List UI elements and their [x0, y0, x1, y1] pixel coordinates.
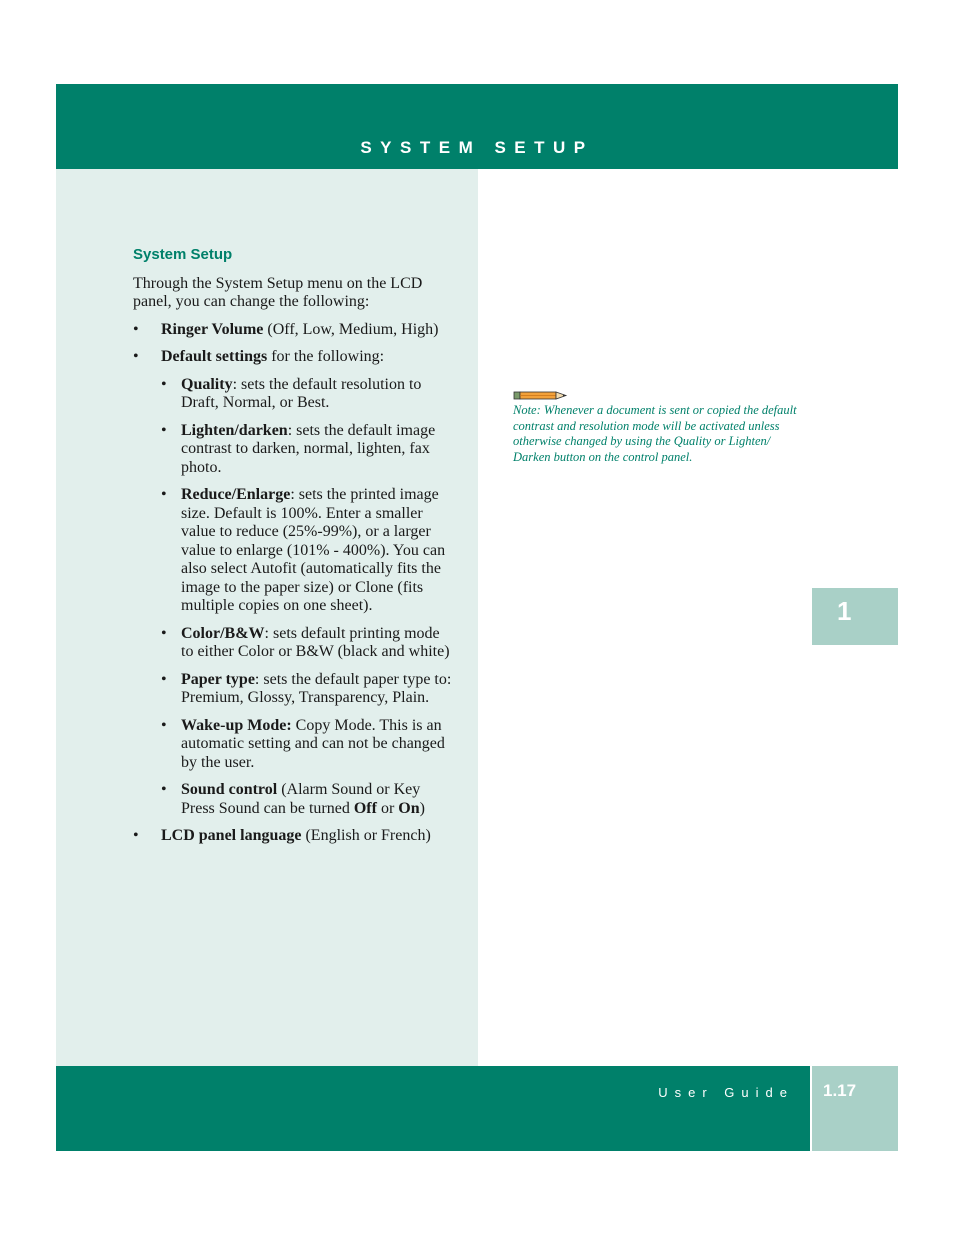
- item-text: : sets the printed image size. Default is 100%. Enter a smaller value to reduce (25%-99%), or a larger value to enlarge (101% - 400%). You can also select Autofit (automatically fits the image to the paper size) or Clone (fits multiple copies on one sheet).: [181, 486, 446, 614]
- pencil-icon: [513, 388, 569, 402]
- item-text: : sets the default image contrast to darken, normal, lighten, fax photo.: [181, 421, 436, 476]
- chapter-tab: [812, 588, 898, 645]
- off-value: Off: [353, 799, 377, 817]
- item-term: Quality: [181, 375, 233, 393]
- sub-item-wake-up-mode: [133, 717, 453, 773]
- item-term: Wake-up Mode:: [181, 716, 292, 734]
- item-text: : sets the default resolution to Draft, Normal, or Best.: [181, 375, 422, 411]
- item-term: Lighten/darken: [181, 421, 288, 439]
- item-text: : sets default printing mode to either Color or B&W (black and white): [181, 624, 450, 660]
- on-value: On: [398, 799, 420, 817]
- sub-item-paper-type: [133, 671, 453, 708]
- sub-item-sound-control: [133, 781, 453, 818]
- item-term: Color/B&W: [181, 624, 265, 642]
- footer-band: [56, 1066, 810, 1151]
- footer-label: User Guide: [658, 1085, 794, 1100]
- item-term: Sound control: [181, 781, 278, 798]
- list-item-default-settings: [133, 348, 453, 367]
- item-text: or: [376, 799, 399, 817]
- item-term: LCD panel language: [161, 827, 302, 844]
- item-term: Reduce/Enlarge: [181, 486, 291, 503]
- item-term: Default settings: [161, 348, 268, 365]
- sub-item-quality: [133, 376, 453, 413]
- page-title: SYSTEM SETUP: [360, 138, 594, 157]
- item-term: Ringer Volume: [161, 320, 264, 338]
- item-text: : sets the default paper type to: Premium, Glossy, Transparency, Plain.: [181, 670, 452, 706]
- sub-item-reduce-enlarge: [133, 486, 453, 616]
- item-text: (Alarm Sound or Key Press Sound can be turned: [181, 781, 421, 817]
- sub-item-lighten-darken: [133, 422, 453, 478]
- sub-item-color-bw: [133, 625, 453, 662]
- item-text: (Off, Low, Medium, High): [263, 320, 439, 338]
- page-number: 1.17: [823, 1081, 857, 1100]
- note-text: Note: Whenever a document is sent or copied the default contrast and resolution mode will be activated unless otherwise changed by using the Quality or Lighten/ Darken button on the control panel.: [513, 403, 797, 464]
- item-text: Copy Mode. This is an automatic setting and can not be changed by the user.: [181, 716, 445, 771]
- list-item-lcd-language: [133, 827, 453, 846]
- default-settings-sublist: [133, 376, 453, 819]
- item-term: Paper type: [181, 670, 255, 688]
- item-text: ): [419, 799, 425, 817]
- item-text: for the following:: [267, 348, 385, 365]
- note-area: [513, 388, 803, 465]
- list-item-ringer-volume: [133, 321, 453, 340]
- chapter-number: 1: [837, 596, 852, 626]
- page-number-box: [812, 1066, 898, 1151]
- main-content: [133, 246, 453, 855]
- item-text: (English or French): [301, 827, 431, 844]
- header-band: [56, 84, 898, 169]
- section-heading: System Setup: [133, 246, 233, 263]
- intro-paragraph: Through the System Setup menu on the LCD panel, you can change the following:: [133, 274, 423, 310]
